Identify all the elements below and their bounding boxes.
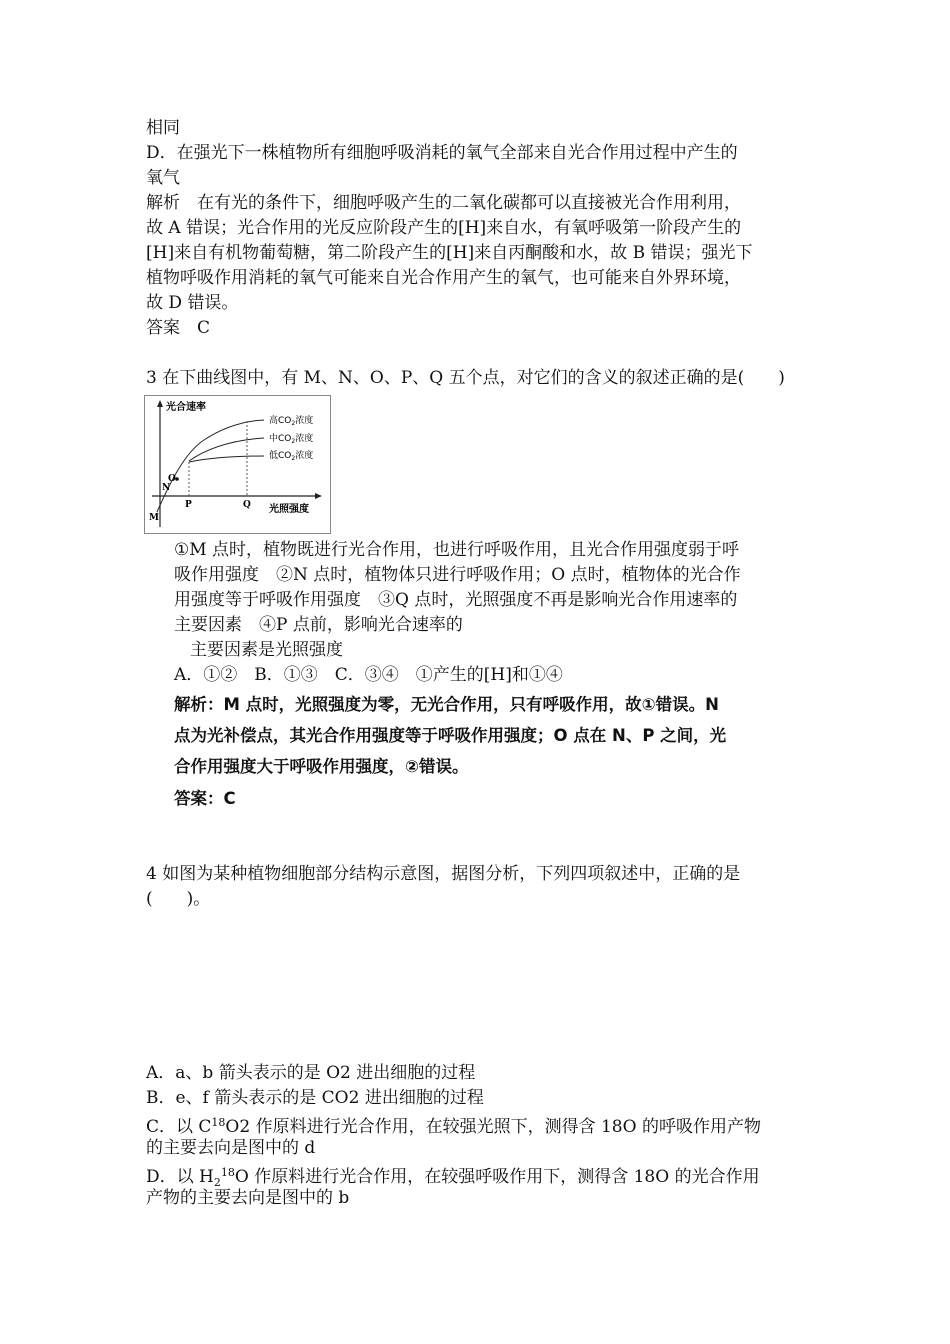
q4-option-d-cont: 产物的主要去向是图中的 b [146,1188,350,1208]
q3-explanation-line: 点为光补偿点，其光合作用强度等于呼吸作用强度；O 点在 N、P 之间，光 [174,726,727,745]
q3-statement-line: 主要因素是光照强度 [190,640,343,660]
q4-option-a: A．a、b 箭头表示的是 O2 进出细胞的过程 [146,1063,476,1083]
legend-mid: 中$CO_2$浓度 [269,434,314,445]
photosynthesis-rate-graph [144,395,331,534]
q3-explanation-line: 合作用强度大于呼吸作用强度，②错误。 [174,757,469,776]
q2-option-d: D．在强光下一株植物所有细胞呼吸消耗的氧气全部来自光合作用过程中产生的 [146,143,738,163]
q3-statement-line: 吸作用强度 ②N 点时，植物体只进行呼吸作用；O 点时，植物体的光合作 [174,565,741,585]
q4-stem: 4 如图为某种植物细胞部分结构示意图，据图分析，下列四项叙述中，正确的是 [146,864,741,884]
q3-answer: 答案：C [174,789,236,808]
point-label-n: N [162,483,171,493]
q3-explanation-line: 解析：M 点时，光照强度为零，无光合作用，只有呼吸作用，故①错误。N [174,695,719,714]
point-label-q: Q [243,500,251,510]
q2-analysis-line: [H]来自有机物葡萄糖，第二阶段产生的[H]来自丙酮酸和水，故 B 错误；强光下 [146,243,753,263]
legend-high: 高$CO_2$浓度 [269,416,314,427]
point-label-p: P [185,500,192,510]
q4-option-c: C．以 $C^{18}O2$ 作原料进行光合作用，在较强光照下，测得含 18O 的呼吸作用产物 [146,1116,761,1137]
x-axis-label: 光照强度 [269,504,309,515]
q2-text-line: 相同 [146,118,180,138]
q4-stem-cont: ( )。 [146,889,211,909]
q2-analysis-line: 解析 在有光的条件下，细胞呼吸产生的二氧化碳都可以直接被光合作用利用， [146,193,741,213]
q3-statement-line: 主要因素 ④P 点前，影响光合速率的 [174,615,463,635]
q2-option-d-cont: 氧气 [146,168,180,188]
legend-low: 低$CO_2$浓度 [269,451,314,462]
q3-statement-line: ①M 点时，植物既进行光合作用，也进行呼吸作用，且光合作用强度弱于呼 [174,540,740,560]
q3-statement-line: 用强度等于呼吸作用强度 ③Q 点时，光照强度不再是影响光合作用速率的 [174,590,738,610]
y-axis-label: 光合速率 [166,402,206,413]
q4-option-d: D．以 $H_2^{18}O$ 作原料进行光合作用，在较强呼吸作用下，测得含 18O 的光合作用 [146,1166,760,1189]
q2-analysis-line: 植物呼吸作用消耗的氧气可能来自光合作用产生的氧气，也可能来自外界环境， [146,268,741,288]
point-label-m: M [149,513,159,523]
point-label-o: O [168,474,176,484]
q2-analysis-line: 故 A 错误；光合作用的光反应阶段产生的[H]来自水，有氧呼吸第一阶段产生的 [146,218,742,238]
q2-analysis-line: 故 D 错误。 [146,293,239,313]
q3-stem: 3 在下曲线图中，有 M、N、O、P、Q 五个点，对它们的含义的叙述正确的是( ) [146,368,785,388]
q3-options: A．①② B．①③ C．③④ ①产生的[H]和①④ [174,665,563,685]
q2-answer: 答案 C [146,318,211,338]
q4-option-c-cont: 的主要去向是图中的 d [146,1138,316,1158]
q4-option-b: B．e、f 箭头表示的是 CO2 进出细胞的过程 [146,1088,484,1108]
